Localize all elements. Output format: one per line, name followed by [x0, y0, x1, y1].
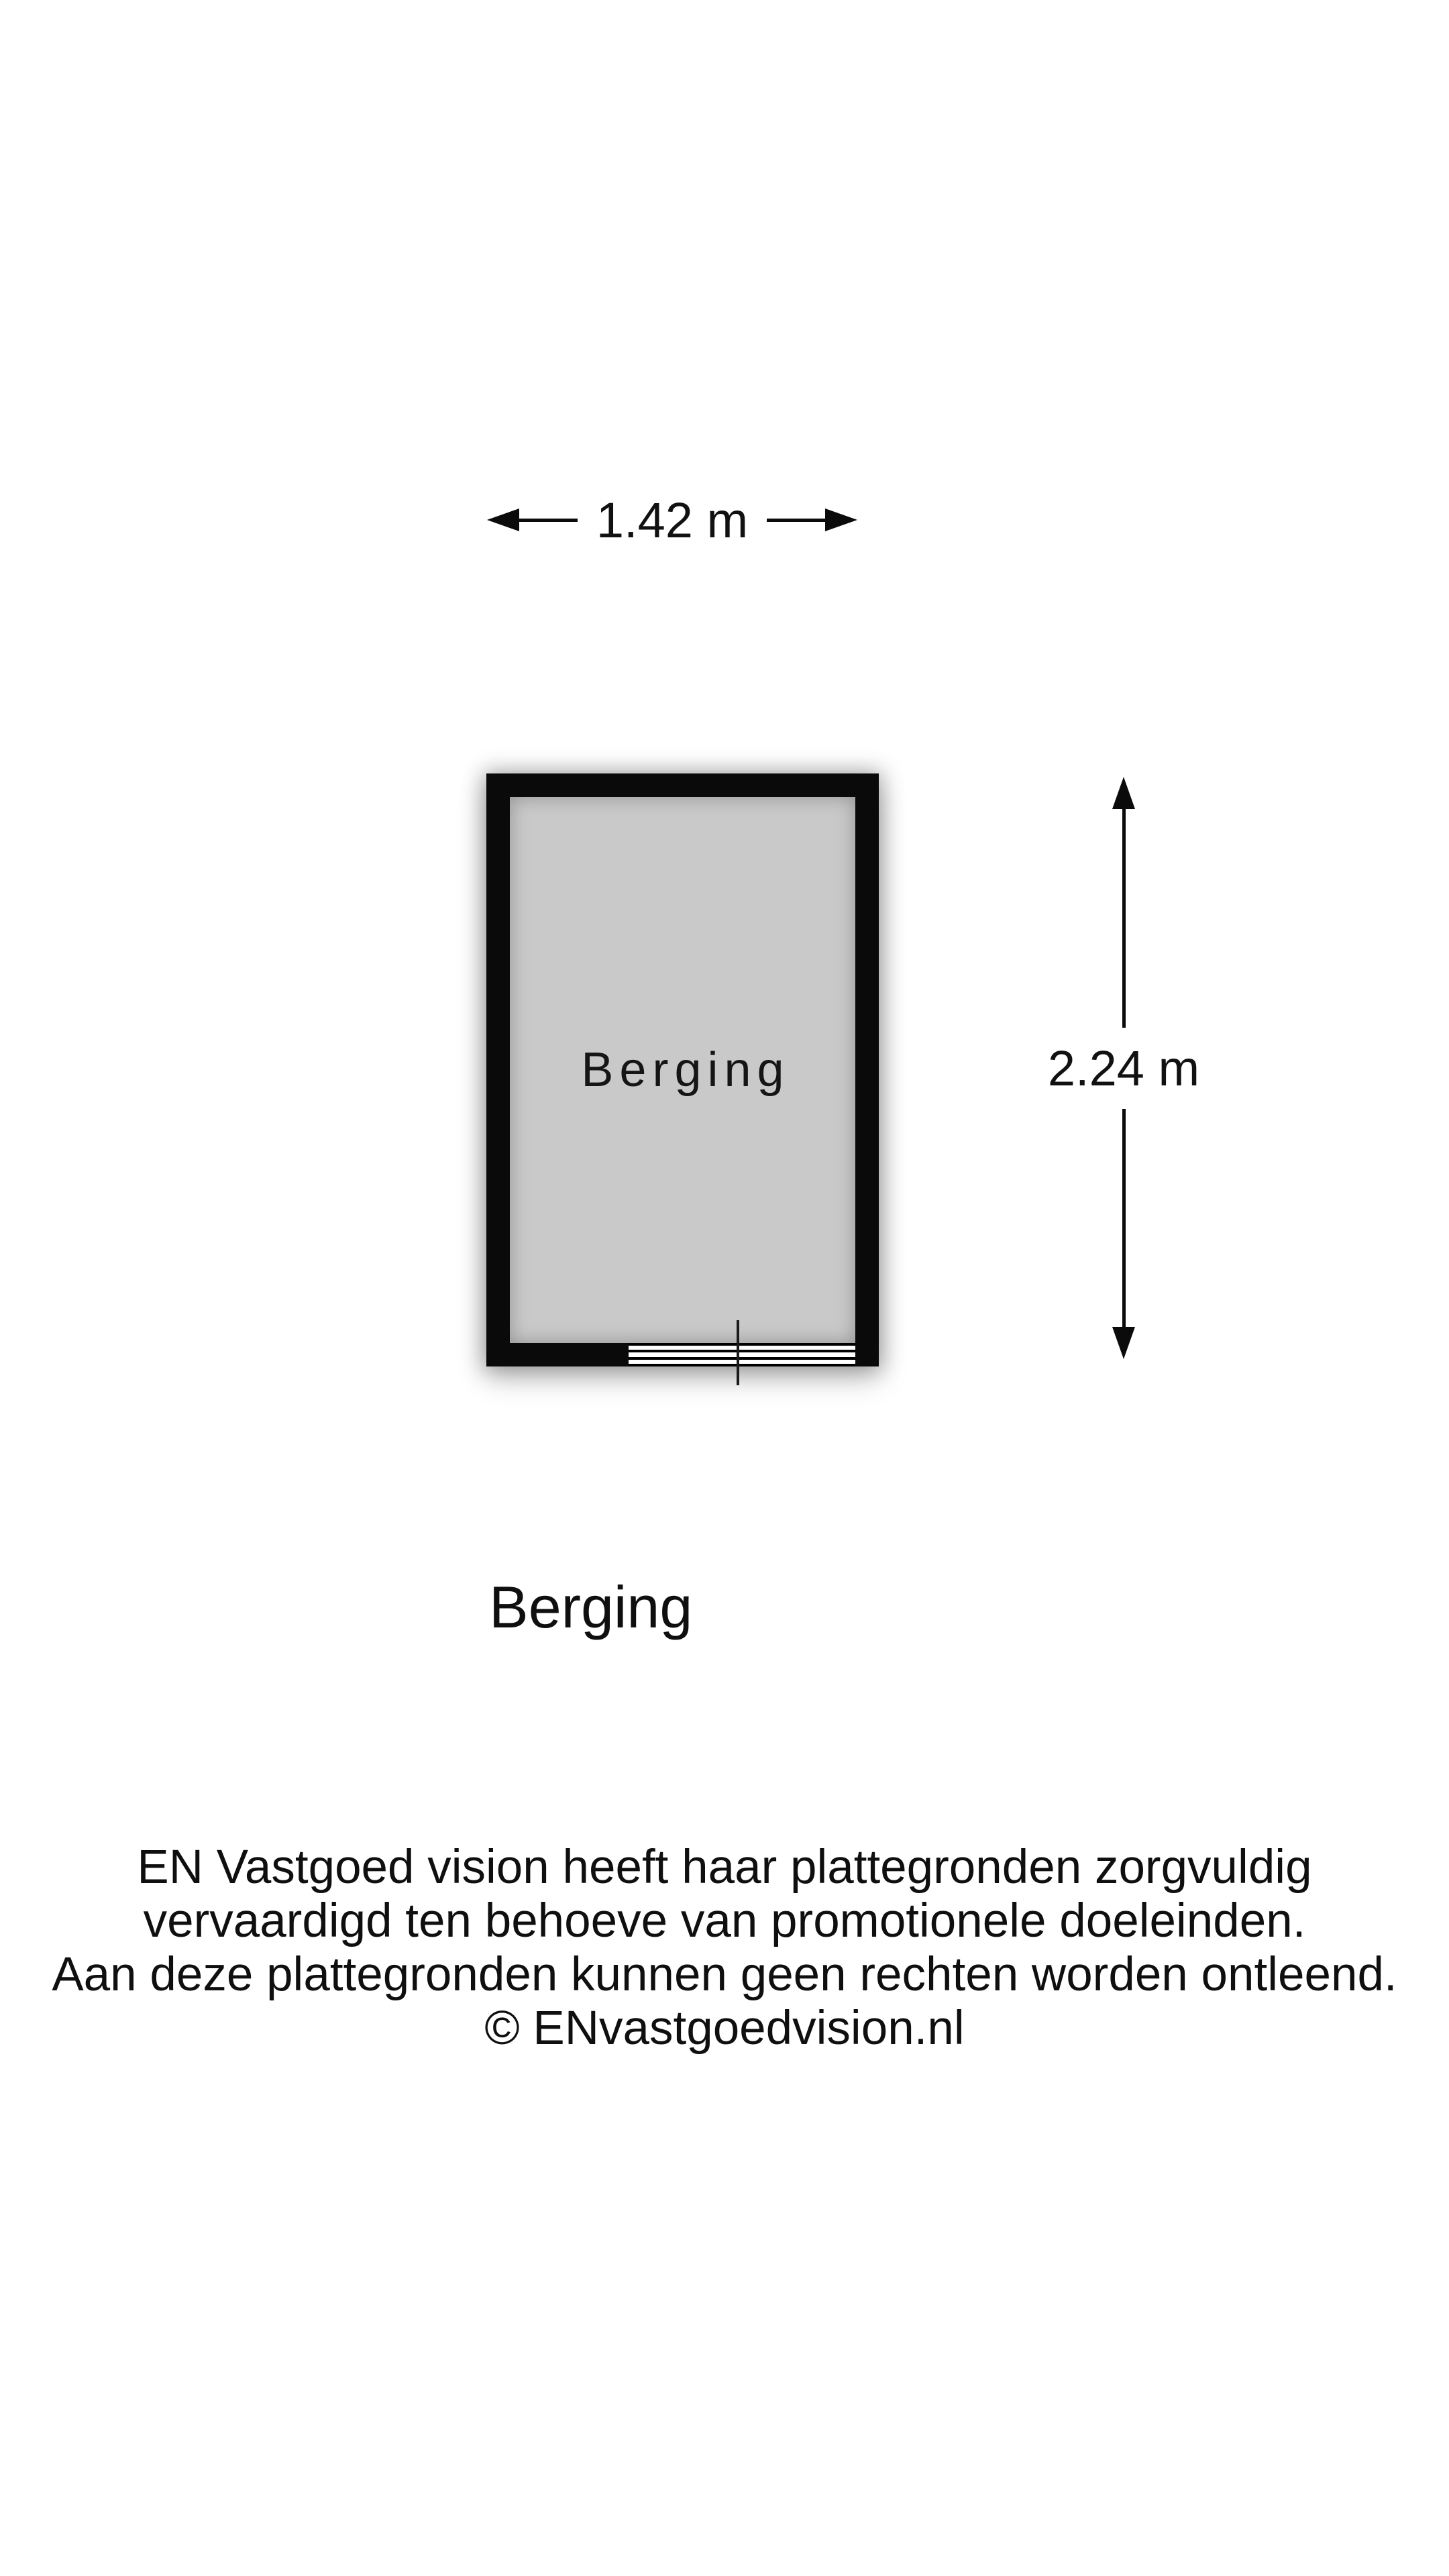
arrow-right-icon	[825, 508, 857, 531]
arrow-down-icon	[1112, 1327, 1135, 1359]
arrow-left-icon	[487, 508, 519, 531]
disclaimer	[0, 1841, 1449, 2055]
height-dimension-label: 2.24 m	[1047, 1040, 1200, 1096]
door-window-symbol	[629, 1343, 855, 1366]
door-window-stripe	[629, 1357, 855, 1360]
arrow-up-icon	[1112, 777, 1135, 809]
disclaimer-line: vervaardigd ten behoeve van promotionele doeleinden.	[143, 1894, 1306, 1947]
door-window-stripe	[629, 1364, 855, 1366]
height-dimension	[1047, 777, 1200, 1359]
width-dimension-label: 1.42 m	[596, 492, 749, 548]
dimension-line	[1122, 809, 1126, 1028]
room-walls	[486, 773, 879, 1366]
dimension-line	[767, 519, 825, 522]
door-window-stripe	[629, 1343, 855, 1346]
door-marker-line	[737, 1320, 739, 1385]
room-label: Berging	[581, 1043, 790, 1097]
door-window-stripe	[629, 1350, 855, 1352]
disclaimer-line: © ENvastgoedvision.nl	[484, 2002, 965, 2055]
dimension-line	[519, 519, 578, 522]
dimension-line	[1122, 1109, 1126, 1328]
disclaimer-line: Aan deze plattegronden kunnen geen rechten worden ontleend.	[52, 1948, 1397, 2001]
width-dimension	[487, 492, 857, 548]
floorplan-title: Berging	[489, 1574, 693, 1640]
disclaimer-line: EN Vastgoed vision heeft haar plattegronden zorgvuldig	[137, 1841, 1312, 1894]
